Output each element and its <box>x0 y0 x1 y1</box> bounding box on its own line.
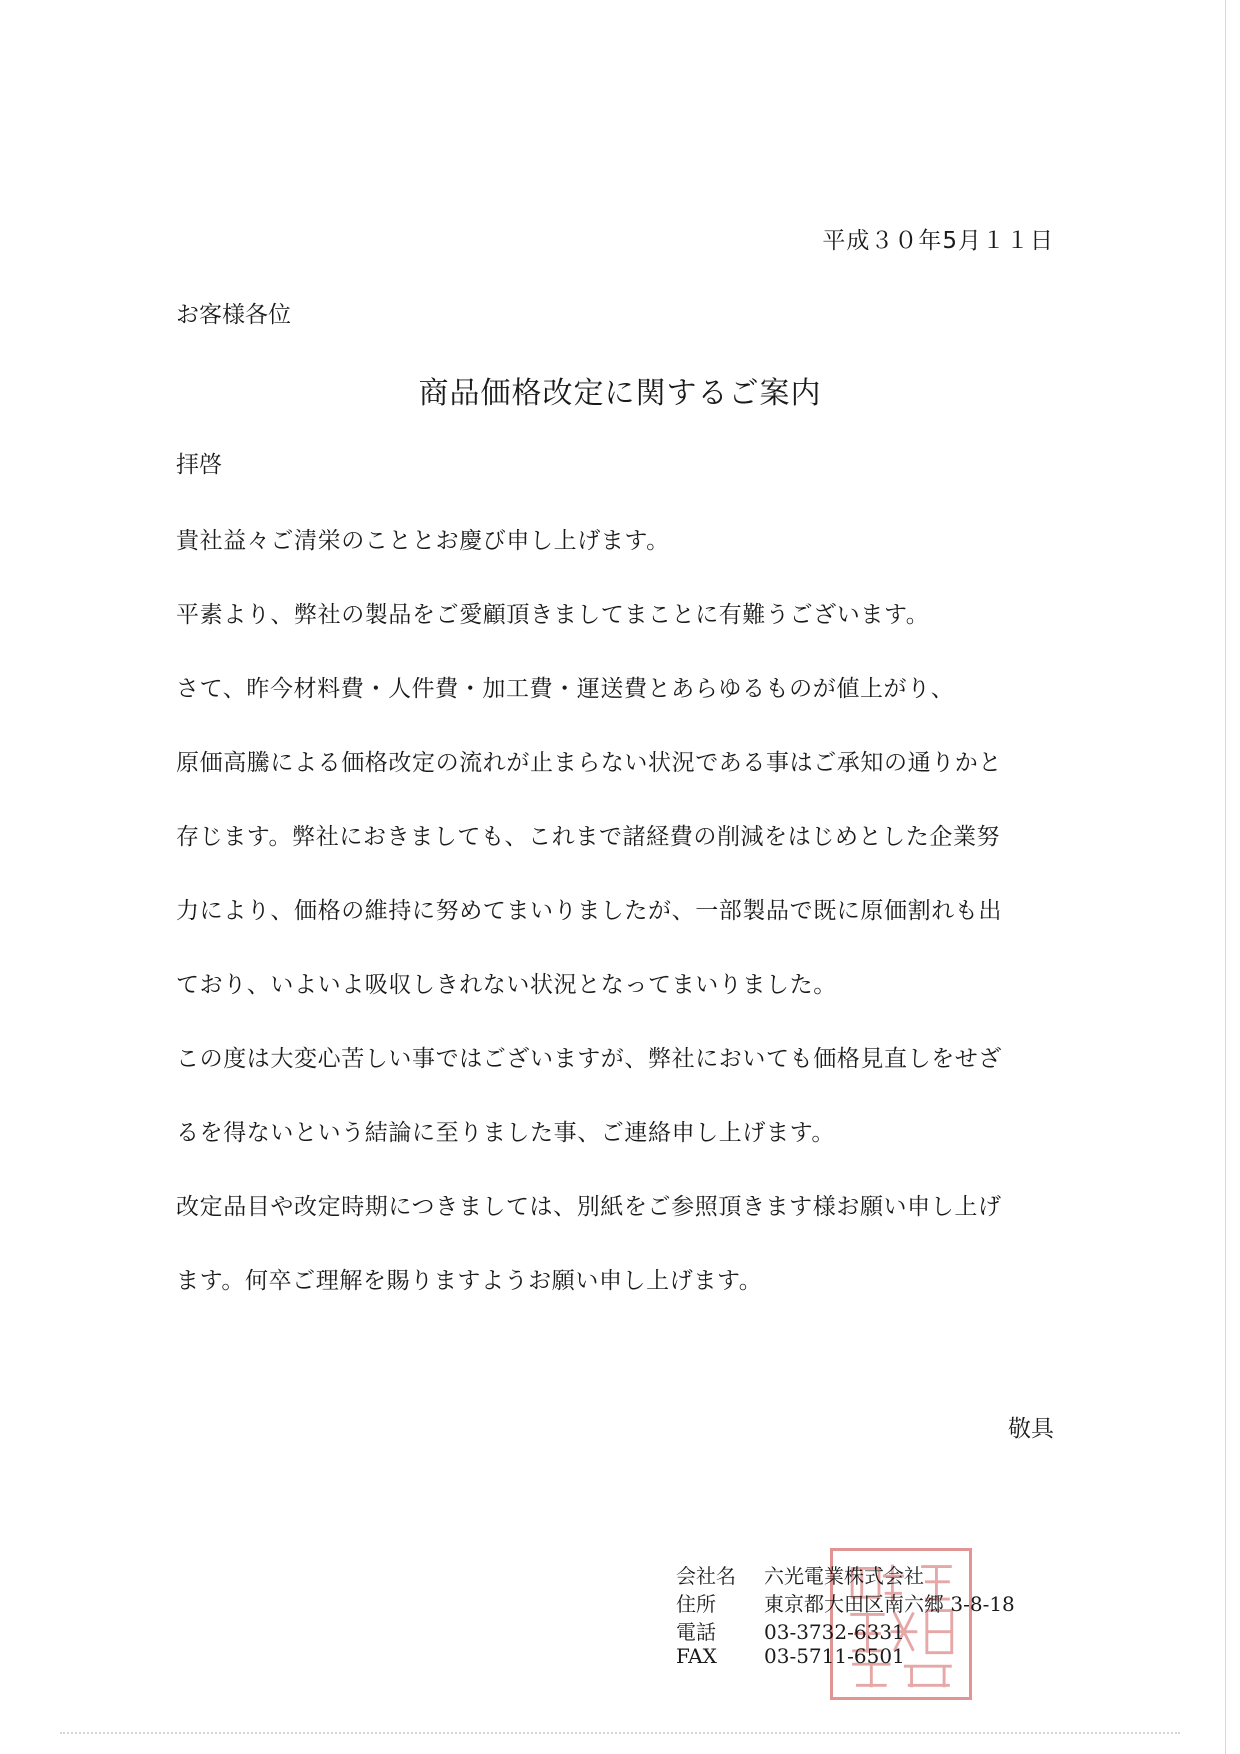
body-line: るを得ないという結論に至りました事、ご連絡申し上げます。 <box>176 1120 835 1146</box>
body-line: 改定品目や改定時期につきましては、別紙をご参照頂きます様お願い申し上げ <box>176 1194 1002 1220</box>
body-line: ており、いよいよ吸収しきれない状況となってまいりました。 <box>176 972 837 998</box>
company-name: 六光電業株式会社 <box>764 1564 924 1588</box>
company-address-row <box>676 1588 1015 1616</box>
closing-salutation: 敬具 <box>1008 1416 1054 1442</box>
company-info-block <box>676 1560 1015 1672</box>
body-line: ます。何卒ご理解を賜りますようお願い申し上げます。 <box>176 1268 763 1294</box>
company-fax: 03-5711-6501 <box>764 1644 905 1668</box>
letter-date: 平成３０年5月１１日 <box>822 228 1054 254</box>
company-name-row <box>676 1560 1015 1588</box>
company-name-label: 会社名 <box>676 1564 736 1588</box>
body-line: 存じます。弊社におきましても、これまで諸経費の削減をはじめとした企業努 <box>176 824 1001 850</box>
company-fax-label: FAX <box>676 1644 717 1668</box>
company-phone-label: 電話 <box>676 1620 716 1644</box>
company-phone-row <box>676 1616 1015 1644</box>
company-phone: 03-3732-6331 <box>764 1620 905 1644</box>
body-line: 力により、価格の維持に努めてまいりましたが、一部製品で既に原価割れも出 <box>176 898 1002 924</box>
opening-salutation: 拝啓 <box>176 452 222 478</box>
body-line: この度は大変心苦しい事ではございますが、弊社においても価格見直しをせざ <box>176 1046 1002 1072</box>
scan-edge-line <box>1225 0 1226 1754</box>
scan-bottom-rule <box>60 1732 1180 1734</box>
company-fax-row <box>676 1644 1015 1672</box>
company-address: 東京都大田区南六郷 3-8-18 <box>764 1592 1015 1616</box>
addressee: お客様各位 <box>176 302 291 328</box>
body-line: 貴社益々ご清栄のこととお慶び申し上げます。 <box>176 528 670 554</box>
body-line: 平素より、弊社の製品をご愛顧頂きましてまことに有難うございます。 <box>176 602 930 628</box>
company-address-label: 住所 <box>676 1592 716 1616</box>
body-line: さて、昨今材料費・人件費・加工費・運送費とあらゆるものが値上がり、 <box>176 676 955 702</box>
body-line: 原価高騰による価格改定の流れが止まらない状況である事はご承知の通りかと <box>176 750 1002 776</box>
page-title: 商品価格改定に関するご案内 <box>418 376 822 411</box>
